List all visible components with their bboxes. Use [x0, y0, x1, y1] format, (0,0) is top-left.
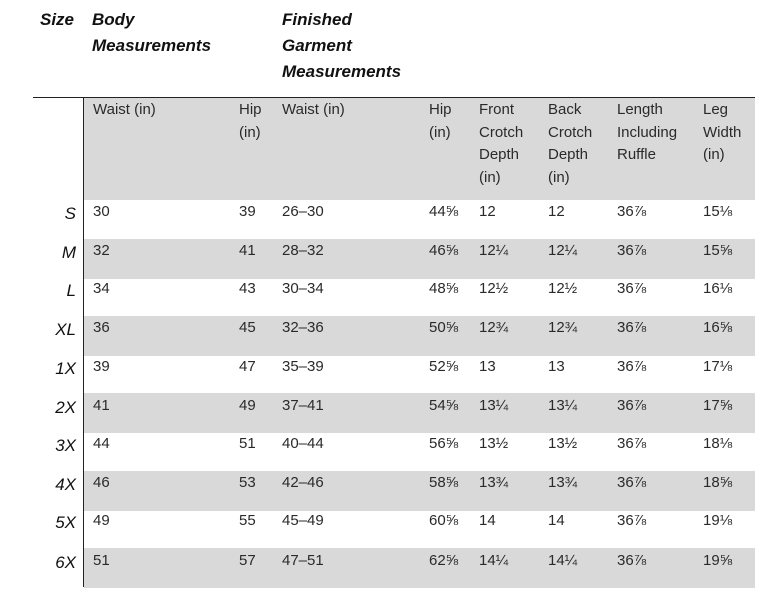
table-cell: 13¼: [479, 397, 509, 414]
table-cell: 54⅝: [429, 397, 459, 414]
column-header-line: (in): [239, 123, 261, 141]
table-cell: 43: [239, 280, 256, 297]
table-cell: 60⅝: [429, 512, 459, 529]
table-cell: 16⅛: [703, 280, 733, 297]
table-cell: 34: [93, 280, 110, 297]
table-cell: 46⅝: [429, 242, 459, 259]
column-header-line: Hip: [429, 101, 452, 118]
column-header-line: (in): [548, 168, 570, 186]
table-cell: 17⅝: [703, 397, 733, 414]
table-cell: 14: [548, 512, 565, 529]
table-cell: 12: [548, 203, 565, 220]
table-cell: 51: [93, 552, 110, 569]
table-cell: 50⅝: [429, 319, 459, 336]
table-cell: 13½: [548, 435, 578, 452]
table-cell: 13¾: [548, 474, 578, 491]
size-label: 1X: [55, 359, 76, 378]
table-cell: 13¾: [479, 474, 509, 491]
table-cell: 16⅝: [703, 319, 733, 336]
size-label: XL: [55, 320, 76, 339]
table-cell: 52⅝: [429, 358, 459, 375]
table-cell: 36⅞: [617, 280, 647, 297]
table-cell: 13½: [479, 435, 509, 452]
table-cell: 14: [479, 512, 496, 529]
column-header-line: Crotch: [548, 123, 593, 141]
size-label: S: [64, 204, 76, 223]
table-cell: 41: [93, 397, 110, 414]
table-cell: 12: [479, 203, 496, 220]
heading-line: Measurements: [282, 62, 402, 81]
table-cell: 15⅝: [703, 242, 733, 259]
column-header-line: Hip: [239, 101, 262, 118]
table-cell: 36⅞: [617, 435, 647, 452]
column-header-line: Leg: [703, 101, 729, 118]
column-header-line: (in): [479, 168, 501, 186]
heading-line: Body: [92, 10, 135, 29]
table-cell: 49: [239, 397, 256, 414]
table-cell: 62⅝: [429, 552, 459, 569]
row-band: [84, 471, 755, 511]
size-label: M: [61, 243, 76, 262]
table-cell: 36⅞: [617, 474, 647, 491]
table-cell: 46: [93, 474, 110, 491]
table-cell: 18⅝: [703, 474, 733, 491]
size-label: 5X: [55, 513, 76, 532]
column-header-line: Waist (in): [93, 101, 156, 118]
table-cell: 41: [239, 242, 256, 259]
column-header-line: Ruffle: [617, 146, 656, 163]
column-header-line: Depth: [479, 146, 520, 163]
column-header-line: Back: [548, 101, 582, 118]
column-header-line: Front: [479, 101, 515, 118]
table-cell: 28–32: [282, 242, 324, 259]
size-label: 2X: [55, 398, 76, 417]
heading-line: Finished: [282, 10, 352, 29]
table-cell: 36⅞: [617, 242, 647, 259]
table-cell: 53: [239, 474, 256, 491]
column-header-line: Depth: [548, 146, 589, 163]
table-cell: 55: [239, 512, 256, 529]
column-header-line: Waist (in): [282, 101, 345, 118]
table-cell: 51: [239, 435, 256, 452]
finished-garment-measurements-heading: [282, 7, 401, 85]
table-cell: 44⅝: [429, 203, 459, 220]
body-measurements-heading: [92, 7, 211, 59]
size-label: 4X: [55, 475, 76, 494]
table-cell: 13: [479, 358, 496, 375]
column-header: [239, 99, 262, 144]
table-cell: 12¼: [479, 242, 509, 259]
column-header: [282, 99, 345, 122]
column-header-line: Length: [617, 101, 663, 118]
table-cell: 14¼: [548, 552, 578, 569]
table-cell: 36⅞: [617, 512, 647, 529]
column-header: [93, 99, 156, 122]
column-header: [548, 99, 592, 189]
column-header: [703, 99, 741, 167]
table-cell: 19⅛: [703, 512, 733, 529]
heading-line: Garment: [282, 36, 352, 55]
table-cell: 39: [93, 358, 110, 375]
table-cell: 40–44: [282, 435, 324, 452]
column-header-line: (in): [703, 146, 725, 163]
row-band: [84, 393, 755, 433]
heading-line: Measurements: [92, 36, 212, 55]
table-cell: 36⅞: [617, 203, 647, 220]
table-cell: 47–51: [282, 552, 324, 569]
row-band: [84, 239, 755, 279]
size-column-heading: Size: [40, 10, 75, 29]
table-cell: 36: [93, 319, 110, 336]
size-label: 6X: [55, 553, 76, 572]
row-band: [84, 316, 755, 356]
table-cell: 35–39: [282, 358, 324, 375]
table-cell: 36⅞: [617, 358, 647, 375]
column-header-line: Including: [617, 123, 678, 141]
table-cell: 13¼: [548, 397, 578, 414]
column-header-line: Crotch: [479, 123, 524, 141]
table-cell: 37–41: [282, 397, 324, 414]
size-label: 3X: [55, 436, 76, 455]
table-cell: 17⅛: [703, 358, 733, 375]
table-cell: 12¾: [548, 319, 578, 336]
table-cell: 12½: [479, 280, 509, 297]
table-cell: 13: [548, 358, 565, 375]
table-cell: 48⅝: [429, 280, 459, 297]
table-cell: 36⅞: [617, 319, 647, 336]
table-cell: 57: [239, 552, 256, 569]
row-band: [84, 548, 755, 588]
table-cell: 12¼: [548, 242, 578, 259]
table-cell: 56⅝: [429, 435, 459, 452]
table-cell: 45–49: [282, 512, 324, 529]
table-cell: 32: [93, 242, 110, 259]
table-cell: 47: [239, 358, 256, 375]
table-cell: 58⅝: [429, 474, 459, 491]
table-cell: 26–30: [282, 203, 324, 220]
table-cell: 19⅝: [703, 552, 733, 569]
table-cell: 45: [239, 319, 256, 336]
table-cell: 44: [93, 435, 110, 452]
table-cell: 39: [239, 203, 256, 220]
table-cell: 36⅞: [617, 552, 647, 569]
table-cell: 12½: [548, 280, 578, 297]
table-cell: 30: [93, 203, 110, 220]
table-cell: 18⅛: [703, 435, 733, 452]
column-header: [479, 99, 523, 189]
table-cell: 32–36: [282, 319, 324, 336]
column-header: [429, 99, 452, 144]
table-cell: 30–34: [282, 280, 324, 297]
table-cell: 49: [93, 512, 110, 529]
table-cell: 42–46: [282, 474, 324, 491]
table-cell: 36⅞: [617, 397, 647, 414]
size-label: L: [66, 281, 76, 300]
column-header-line: Width: [703, 123, 742, 141]
column-header: [617, 99, 677, 167]
column-header-line: (in): [429, 123, 451, 141]
table-cell: 14¼: [479, 552, 509, 569]
table-cell: 15⅛: [703, 203, 733, 220]
table-cell: 12¾: [479, 319, 509, 336]
